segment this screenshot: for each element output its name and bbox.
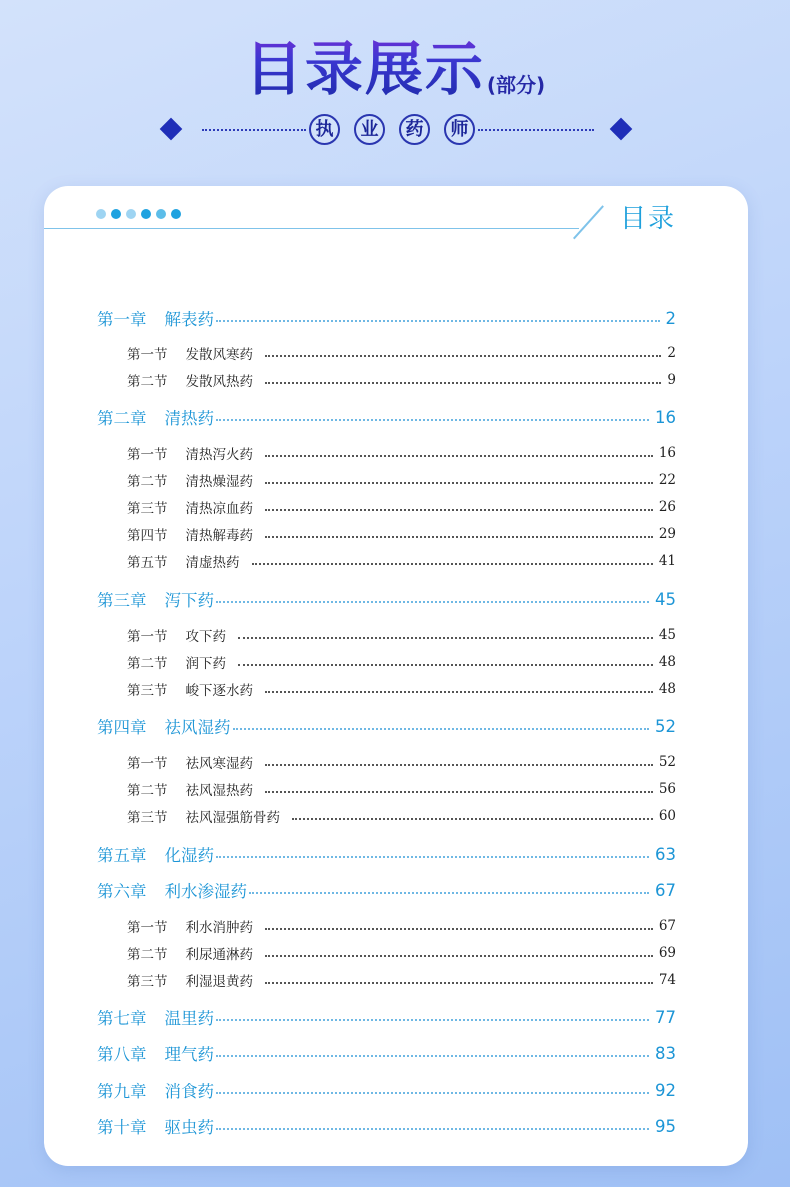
toc-section-row[interactable]	[127, 968, 676, 992]
toc-entry-number: 第三节	[127, 501, 168, 517]
toc-page-number: 16	[658, 445, 676, 461]
toc-leader-dots	[265, 764, 653, 766]
toc-leader-dots	[252, 563, 653, 565]
toc-entry-number: 第五章	[97, 846, 147, 865]
toc-entry-number: 第一章	[97, 310, 147, 329]
toc-entry-label	[97, 842, 214, 866]
toc-leader-dots	[265, 791, 653, 793]
toc-leader-dots	[216, 1128, 649, 1130]
toc-chapter-row[interactable]	[97, 306, 676, 330]
decorative-dot	[156, 209, 166, 219]
toc-entry-title: 清热凉血药	[185, 501, 253, 517]
toc-entry-number: 第一节	[127, 920, 168, 936]
toc-entry-label	[127, 652, 226, 672]
toc-section-row[interactable]	[127, 341, 676, 365]
toc-entry-title: 祛风湿强筋骨药	[185, 810, 280, 826]
toc-section-row[interactable]	[127, 368, 676, 392]
toc-entry-number: 第三节	[127, 810, 168, 826]
toc-chapter-row[interactable]	[97, 1114, 676, 1138]
toc-leader-dots	[249, 892, 649, 894]
page-title-suffix: (部分)	[486, 73, 546, 97]
toc-leader-dots	[238, 664, 653, 666]
toc-entry-number: 第三章	[97, 591, 147, 610]
toc-leader-dots	[216, 320, 660, 322]
toc-entry-number: 第十章	[97, 1118, 147, 1137]
toc-chapter-row[interactable]	[97, 405, 676, 429]
toc-page-number: 2	[667, 345, 676, 361]
toc-leader-dots	[216, 601, 649, 603]
subtitle-banner	[0, 112, 790, 148]
toc-leader-dots	[233, 728, 650, 730]
toc-entry-number: 第二节	[127, 374, 168, 390]
toc-entry-label	[127, 551, 240, 571]
toc-entry-number: 第六章	[97, 882, 147, 901]
toc-page-number: 69	[658, 945, 676, 961]
toc-entry-label	[97, 587, 214, 611]
toc-entry-title: 峻下逐水药	[185, 683, 253, 699]
toc-entry-number: 第九章	[97, 1082, 147, 1101]
toc-page-number: 9	[667, 372, 676, 388]
diamond-right-icon	[610, 118, 633, 141]
subtitle-char-1: 执	[309, 114, 340, 145]
dotted-divider-right	[478, 129, 594, 131]
toc-entry-label	[127, 752, 253, 772]
toc-chapter-row[interactable]	[97, 842, 676, 866]
toc-entry-title: 化湿药	[164, 846, 214, 865]
toc-chapter-row[interactable]	[97, 1005, 676, 1029]
toc-entry-number: 第一节	[127, 629, 168, 645]
toc-leader-dots	[292, 818, 653, 820]
toc-page-number: 77	[655, 1007, 676, 1027]
toc-entry-number: 第七章	[97, 1009, 147, 1028]
toc-section-row[interactable]	[127, 941, 676, 965]
toc-leader-dots	[265, 455, 653, 457]
toc-leader-dots	[216, 1055, 649, 1057]
toc-section-row[interactable]	[127, 750, 676, 774]
decorative-dot	[126, 209, 136, 219]
toc-section-row[interactable]	[127, 650, 676, 674]
toc-entry-title: 祛风寒湿药	[185, 756, 253, 772]
toc-entry-label	[97, 1114, 214, 1138]
toc-leader-dots	[265, 355, 661, 357]
toc-page-number: 41	[658, 553, 676, 569]
toc-leader-dots	[265, 928, 653, 930]
toc-entry-number: 第二节	[127, 474, 168, 490]
toc-page-number: 45	[658, 627, 676, 643]
diamond-left-icon	[160, 118, 183, 141]
toc-entry-title: 利水消肿药	[185, 920, 253, 936]
toc-entry-title: 利湿退黄药	[185, 974, 253, 990]
toc-entry-title: 清热泻火药	[185, 447, 253, 463]
toc-entry-label	[97, 714, 231, 738]
toc-leader-dots	[265, 536, 653, 538]
toc-chapter-row[interactable]	[97, 1078, 676, 1102]
toc-section-row[interactable]	[127, 522, 676, 546]
toc-chapter-row[interactable]	[97, 714, 676, 738]
toc-entry-number: 第一节	[127, 347, 168, 363]
decorative-dot	[141, 209, 151, 219]
toc-entry-title: 泻下药	[164, 591, 214, 610]
decorative-dot	[171, 209, 181, 219]
toc-leader-dots	[216, 1019, 649, 1021]
toc-heading: 目录	[619, 204, 676, 234]
toc-entry-label	[127, 370, 253, 390]
toc-leader-dots	[265, 982, 653, 984]
toc-entry-title: 消食药	[164, 1082, 214, 1101]
subtitle-char-3: 药	[399, 114, 430, 145]
toc-entry-number: 第二节	[127, 656, 168, 672]
toc-leader-dots	[265, 482, 653, 484]
toc-entry-title: 清虚热药	[185, 555, 240, 571]
toc-entry-label	[97, 1078, 214, 1102]
toc-entry-label	[127, 679, 253, 699]
toc-section-row[interactable]	[127, 495, 676, 519]
toc-page-number: 29	[658, 526, 676, 542]
toc-section-row[interactable]	[127, 677, 676, 701]
toc-entry-title: 清热药	[164, 409, 214, 428]
toc-page-number: 45	[655, 589, 676, 609]
toc-leader-dots	[265, 382, 661, 384]
toc-page-number: 52	[655, 716, 676, 736]
toc-leader-dots	[265, 955, 653, 957]
toc-leader-dots	[216, 419, 649, 421]
toc-entry-label	[127, 970, 253, 990]
card-header-slash	[573, 205, 604, 239]
toc-entry-number: 第八章	[97, 1045, 147, 1064]
toc-leader-dots	[216, 1092, 649, 1094]
toc-leader-dots	[216, 856, 649, 858]
toc-page-number: 2	[665, 308, 676, 328]
toc-entry-label	[97, 1041, 214, 1065]
toc-entry-number: 第二节	[127, 947, 168, 963]
toc-page-number: 16	[655, 407, 676, 427]
dotted-divider-left	[202, 129, 306, 131]
toc-section-row[interactable]	[127, 549, 676, 573]
toc-page-number: 63	[655, 844, 676, 864]
toc-page-number: 48	[658, 654, 676, 670]
toc-entry-number: 第三节	[127, 683, 168, 699]
toc-page-number: 60	[658, 808, 676, 824]
toc-page-number: 22	[658, 472, 676, 488]
toc-page-number: 83	[655, 1043, 676, 1063]
toc-card	[44, 186, 748, 1166]
toc-chapter-row[interactable]	[97, 878, 676, 902]
toc-entry-title: 解表药	[164, 310, 214, 329]
toc-entry-title: 发散风寒药	[185, 347, 253, 363]
toc-entry-label	[97, 306, 214, 330]
toc-entry-label	[97, 405, 214, 429]
toc-entry-title: 理气药	[164, 1045, 214, 1064]
toc-entry-title: 驱虫药	[164, 1118, 214, 1137]
toc-entry-label	[127, 943, 253, 963]
toc-page-number: 26	[658, 499, 676, 515]
toc-chapter-row[interactable]	[97, 1041, 676, 1065]
page-title-main: 目录展示	[245, 22, 485, 106]
toc-entry-label	[127, 443, 253, 463]
toc-entry-label	[127, 779, 253, 799]
toc-entry-number: 第三节	[127, 974, 168, 990]
toc-entry-number: 第一节	[127, 756, 168, 772]
toc-entry-title: 清热解毒药	[185, 528, 253, 544]
toc-entry-number: 第五节	[127, 555, 168, 571]
toc-leader-dots	[265, 509, 653, 511]
subtitle-char-4: 师	[444, 114, 475, 145]
toc-entry-number: 第二章	[97, 409, 147, 428]
toc-page-number: 48	[658, 681, 676, 697]
decorative-dot	[111, 209, 121, 219]
toc-leader-dots	[238, 637, 653, 639]
toc-page-number: 52	[658, 754, 676, 770]
toc-entry-label	[127, 916, 253, 936]
toc-section-row[interactable]	[127, 623, 676, 647]
toc-entry-title: 温里药	[164, 1009, 214, 1028]
toc-section-row[interactable]	[127, 777, 676, 801]
toc-section-row[interactable]	[127, 441, 676, 465]
toc-leader-dots	[265, 691, 653, 693]
toc-entry-number: 第一节	[127, 447, 168, 463]
toc-page-number: 56	[658, 781, 676, 797]
decorative-dots	[96, 204, 186, 223]
toc-entry-label	[127, 343, 253, 363]
toc-entry-label	[97, 878, 247, 902]
toc-entry-title: 发散风热药	[185, 374, 253, 390]
toc-entry-title: 祛风湿药	[164, 718, 231, 737]
toc-entry-title: 攻下药	[185, 629, 226, 645]
toc-entry-title: 利尿通淋药	[185, 947, 253, 963]
decorative-dot	[96, 209, 106, 219]
toc-page-number: 67	[655, 880, 676, 900]
toc-entry-number: 第四章	[97, 718, 147, 737]
toc-page-number: 74	[658, 972, 676, 988]
toc-entry-label	[127, 806, 280, 826]
toc-entry-label	[127, 470, 253, 490]
toc-entry-title: 清热燥湿药	[185, 474, 253, 490]
page-title	[0, 22, 790, 106]
toc-page-number: 92	[655, 1080, 676, 1100]
toc-entry-label	[127, 524, 253, 544]
toc-section-row[interactable]	[127, 468, 676, 492]
toc-entry-number: 第二节	[127, 783, 168, 799]
toc-entry-title: 润下药	[185, 656, 226, 672]
toc-entry-title: 利水渗湿药	[164, 882, 247, 901]
toc-entry-label	[127, 625, 226, 645]
toc-entry-title: 祛风湿热药	[185, 783, 253, 799]
toc-section-row[interactable]	[127, 804, 676, 828]
toc-page-number: 95	[655, 1116, 676, 1136]
toc-entry-label	[97, 1005, 214, 1029]
toc-chapter-row[interactable]	[97, 587, 676, 611]
toc-entry-label	[127, 497, 253, 517]
subtitle-char-2: 业	[354, 114, 385, 145]
toc-page-number: 67	[658, 918, 676, 934]
toc-section-row[interactable]	[127, 914, 676, 938]
card-header-divider	[44, 228, 579, 229]
toc-entry-number: 第四节	[127, 528, 168, 544]
